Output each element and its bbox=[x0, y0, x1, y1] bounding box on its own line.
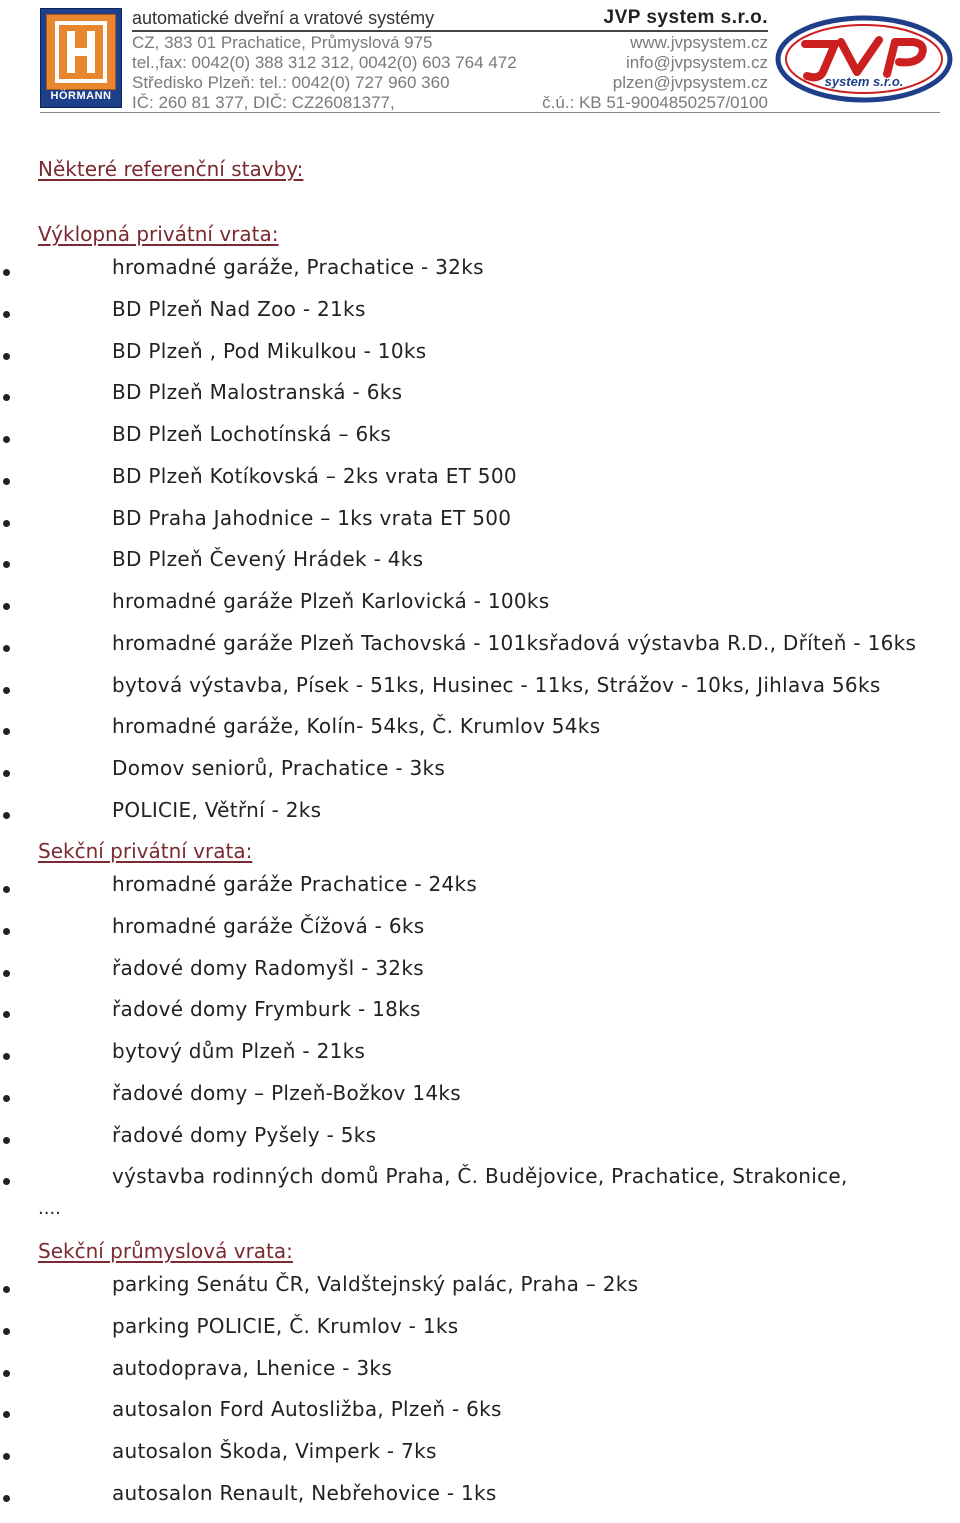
bullet-icon bbox=[3, 520, 10, 527]
jvp-swoosh-icon bbox=[775, 14, 953, 104]
header-rule bbox=[132, 30, 768, 32]
registration-line bbox=[132, 93, 768, 113]
phone-line bbox=[132, 53, 768, 73]
bullet-icon bbox=[3, 1137, 10, 1144]
bullet-icon bbox=[3, 928, 10, 935]
company-ids: IČ: 260 81 377, DIČ: CZ26081377, bbox=[132, 93, 395, 112]
bullet-icon bbox=[3, 603, 10, 610]
bullet-icon bbox=[3, 970, 10, 977]
document-title: Některé referenční stavby: bbox=[38, 157, 304, 181]
company-name: JVP system s.r.o. bbox=[603, 7, 768, 28]
company-tagline: automatické dveřní a vratové systémy bbox=[132, 8, 435, 28]
bullet-icon bbox=[3, 353, 10, 360]
bank-account: č.ú.: KB 51-9004850257/0100 bbox=[542, 93, 768, 112]
bullet-icon bbox=[3, 561, 10, 568]
bullet-icon bbox=[3, 269, 10, 276]
email-link[interactable]: info@jvpsystem.cz bbox=[626, 53, 768, 72]
jvp-logo-text: system s.r.o. bbox=[824, 74, 904, 89]
website-link[interactable]: www.jvpsystem.cz bbox=[630, 33, 768, 52]
hormann-h-icon bbox=[46, 14, 116, 90]
list-continuation: .... bbox=[38, 1198, 61, 1219]
letterhead bbox=[40, 8, 940, 118]
section-heading-sectional-private: Sekční privátní vrata: bbox=[38, 839, 253, 863]
bullet-icon bbox=[3, 394, 10, 401]
bullet-icon bbox=[3, 311, 10, 318]
branch-email-link[interactable]: plzen@jvpsystem.cz bbox=[612, 73, 768, 92]
bullet-icon bbox=[3, 886, 10, 893]
bullet-icon bbox=[3, 1328, 10, 1335]
jvp-logo bbox=[775, 14, 953, 104]
bullet-icon bbox=[3, 1011, 10, 1018]
hormann-brand-text: HÖRMANN bbox=[50, 90, 112, 102]
address-left: CZ, 383 01 Prachatice, Průmyslová 975 bbox=[132, 33, 433, 52]
section-heading-sectional-industrial: Sekční průmyslová vrata: bbox=[38, 1239, 293, 1263]
bullet-icon bbox=[3, 770, 10, 777]
branch-phone: Středisko Plzeň: tel.: 0042(0) 727 960 360 bbox=[132, 73, 450, 92]
branch-line bbox=[132, 73, 768, 93]
bullet-icon bbox=[3, 1370, 10, 1377]
bullet-icon bbox=[3, 728, 10, 735]
address-line bbox=[132, 33, 768, 53]
bullet-icon bbox=[3, 1453, 10, 1460]
hormann-logo bbox=[40, 8, 122, 108]
bullet-icon bbox=[3, 1495, 10, 1502]
bullet-icon bbox=[3, 436, 10, 443]
letterhead-bottom-rule bbox=[40, 112, 940, 113]
bullet-icon bbox=[3, 478, 10, 485]
bullet-icon bbox=[3, 1286, 10, 1293]
bullet-icon bbox=[3, 1053, 10, 1060]
bullet-icon bbox=[3, 645, 10, 652]
bullet-icon bbox=[3, 1095, 10, 1102]
bullet-icon bbox=[3, 812, 10, 819]
bullet-icon bbox=[3, 1411, 10, 1418]
bullet-icon bbox=[3, 1178, 10, 1185]
section-heading-tilt-doors: Výklopná privátní vrata: bbox=[38, 222, 279, 246]
phone-numbers: tel.,fax: 0042(0) 388 312 312, 0042(0) 603 764 472 bbox=[132, 53, 517, 72]
company-info bbox=[132, 7, 768, 112]
bullet-icon bbox=[3, 687, 10, 694]
